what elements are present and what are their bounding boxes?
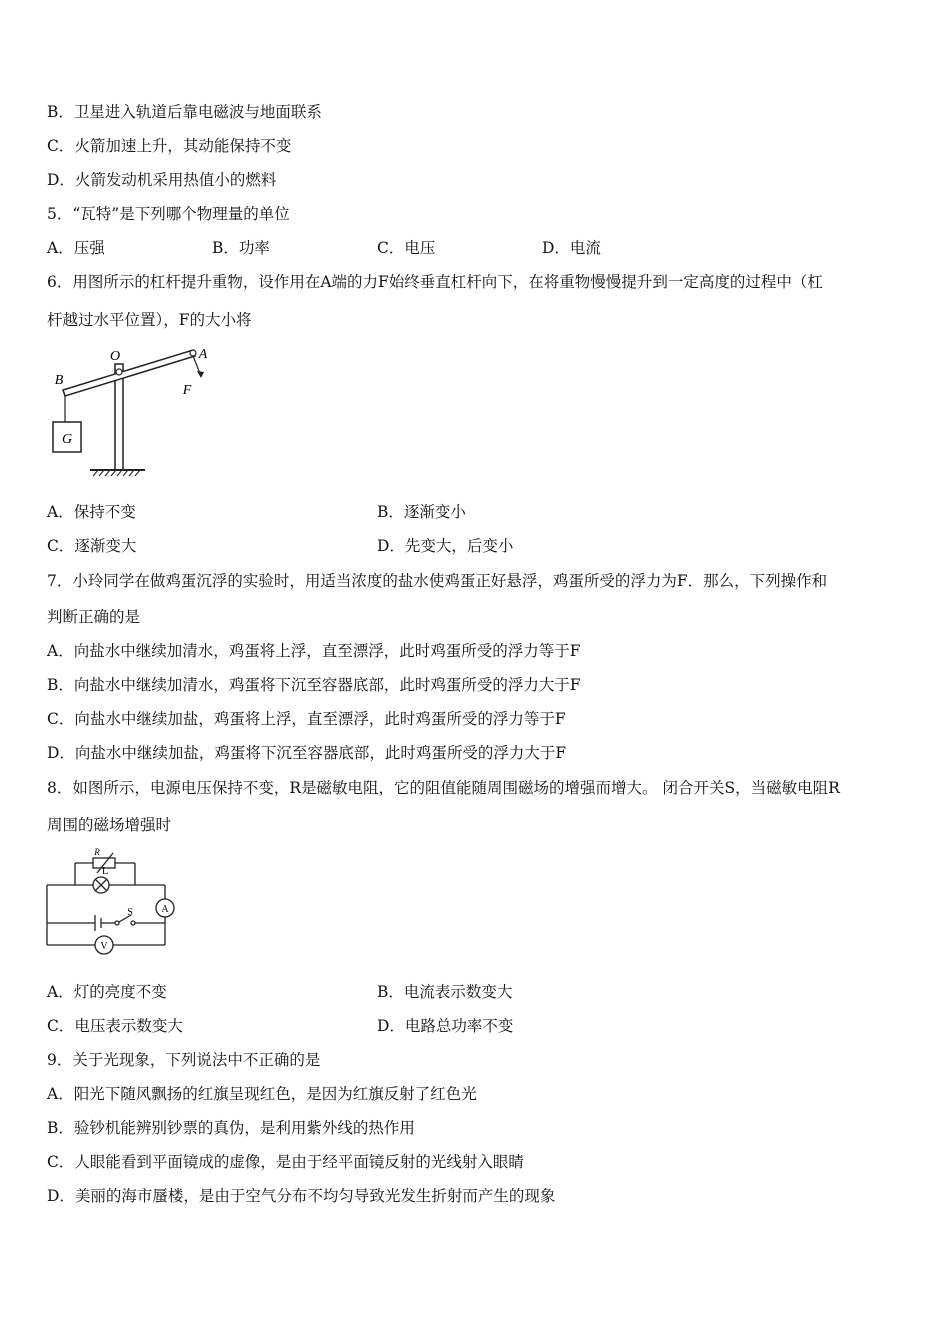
q8-option-d: D．电路总功率不变: [377, 1017, 514, 1035]
label-o: O: [109, 349, 121, 364]
q5-option-d: D．电流: [542, 239, 601, 257]
q9-option-b: B．验钞机能辨别钞票的真伪，是利用紫外线的热作用: [47, 1119, 415, 1137]
voltmeter-label: V: [100, 941, 108, 952]
q6-option-d: D．先变大，后变小: [377, 537, 514, 555]
label-b: B: [54, 373, 64, 388]
q9-option-a: A．阳光下随风飘扬的红旗呈现红色，是因为红旗反射了红色光: [47, 1085, 477, 1103]
q8-stem-line1: 8．如图所示，电源电压保持不变，R是磁敏电阻，它的阻值能随周围磁场的增强而增大。 闭合开关S，当磁敏电阻R: [47, 779, 840, 797]
label-g: G: [61, 432, 73, 447]
label-s: S: [127, 907, 133, 918]
q8-option-b: B．电流表示数变大: [377, 983, 513, 1001]
q8-stem-line2: 周围的磁场增强时: [47, 816, 172, 834]
label-f: F: [182, 383, 192, 398]
q5-option-a: A．压强: [47, 239, 105, 257]
q9-option-c: C．人眼能看到平面镜成的虚像，是由于经平面镜反射的光线射入眼睛: [47, 1153, 524, 1171]
q6-stem-line1: 6．用图所示的杠杆提升重物，设作用在A端的力F始终垂直杠杆向下，在将重物慢慢提升到一定高度的过程中（杠: [47, 273, 823, 291]
q5-option-b: B．功率: [212, 239, 270, 257]
q4-option-b: B．卫星进入轨道后靠电磁波与地面联系: [47, 103, 322, 121]
q5-option-c: C．电压: [377, 239, 436, 257]
label-r: R: [94, 847, 100, 857]
q6-option-c: C．逐渐变大: [47, 537, 137, 555]
q7-option-d: D．向盐水中继续加盐，鸡蛋将下沉至容器底部，此时鸡蛋所受的浮力大于F: [47, 744, 567, 762]
q7-option-b: B．向盐水中继续加清水，鸡蛋将下沉至容器底部，此时鸡蛋所受的浮力大于F: [47, 676, 581, 694]
lever-figure: [45, 342, 225, 480]
q6-option-b: B．逐渐变小: [377, 503, 466, 521]
q9-stem: 9．关于光现象，下列说法中不正确的是: [47, 1051, 321, 1069]
q8-option-c: C．电压表示数变大: [47, 1017, 183, 1035]
q4-option-c: C．火箭加速上升，其动能保持不变: [47, 137, 292, 155]
circuit-figure: [45, 845, 185, 957]
label-a: A: [198, 347, 208, 362]
q4-option-d: D．火箭发动机采用热值小的燃料: [47, 171, 277, 189]
q6-stem-line2: 杆越过水平位置），F的大小将: [47, 311, 252, 329]
q7-stem-line1: 7．小玲同学在做鸡蛋沉浮的实验时，用适当浓度的盐水使鸡蛋正好悬浮，鸡蛋所受的浮力为F．那么，下列操作和: [47, 572, 828, 590]
q9-option-d: D．美丽的海市蜃楼，是由于空气分布不均匀导致光发生折射而产生的现象: [47, 1187, 556, 1205]
ammeter-label: A: [161, 904, 169, 915]
q7-option-c: C．向盐水中继续加盐，鸡蛋将上浮，直至漂浮，此时鸡蛋所受的浮力等于F: [47, 710, 566, 728]
q8-option-a: A．灯的亮度不变: [47, 983, 167, 1001]
q7-stem-line2: 判断正确的是: [47, 608, 141, 626]
q7-option-a: A．向盐水中继续加清水，鸡蛋将上浮，直至漂浮，此时鸡蛋所受的浮力等于F: [47, 642, 581, 660]
label-l: L: [101, 866, 109, 877]
q6-option-a: A．保持不变: [47, 503, 136, 521]
q5-stem: 5．“瓦特”是下列哪个物理量的单位: [47, 205, 290, 223]
